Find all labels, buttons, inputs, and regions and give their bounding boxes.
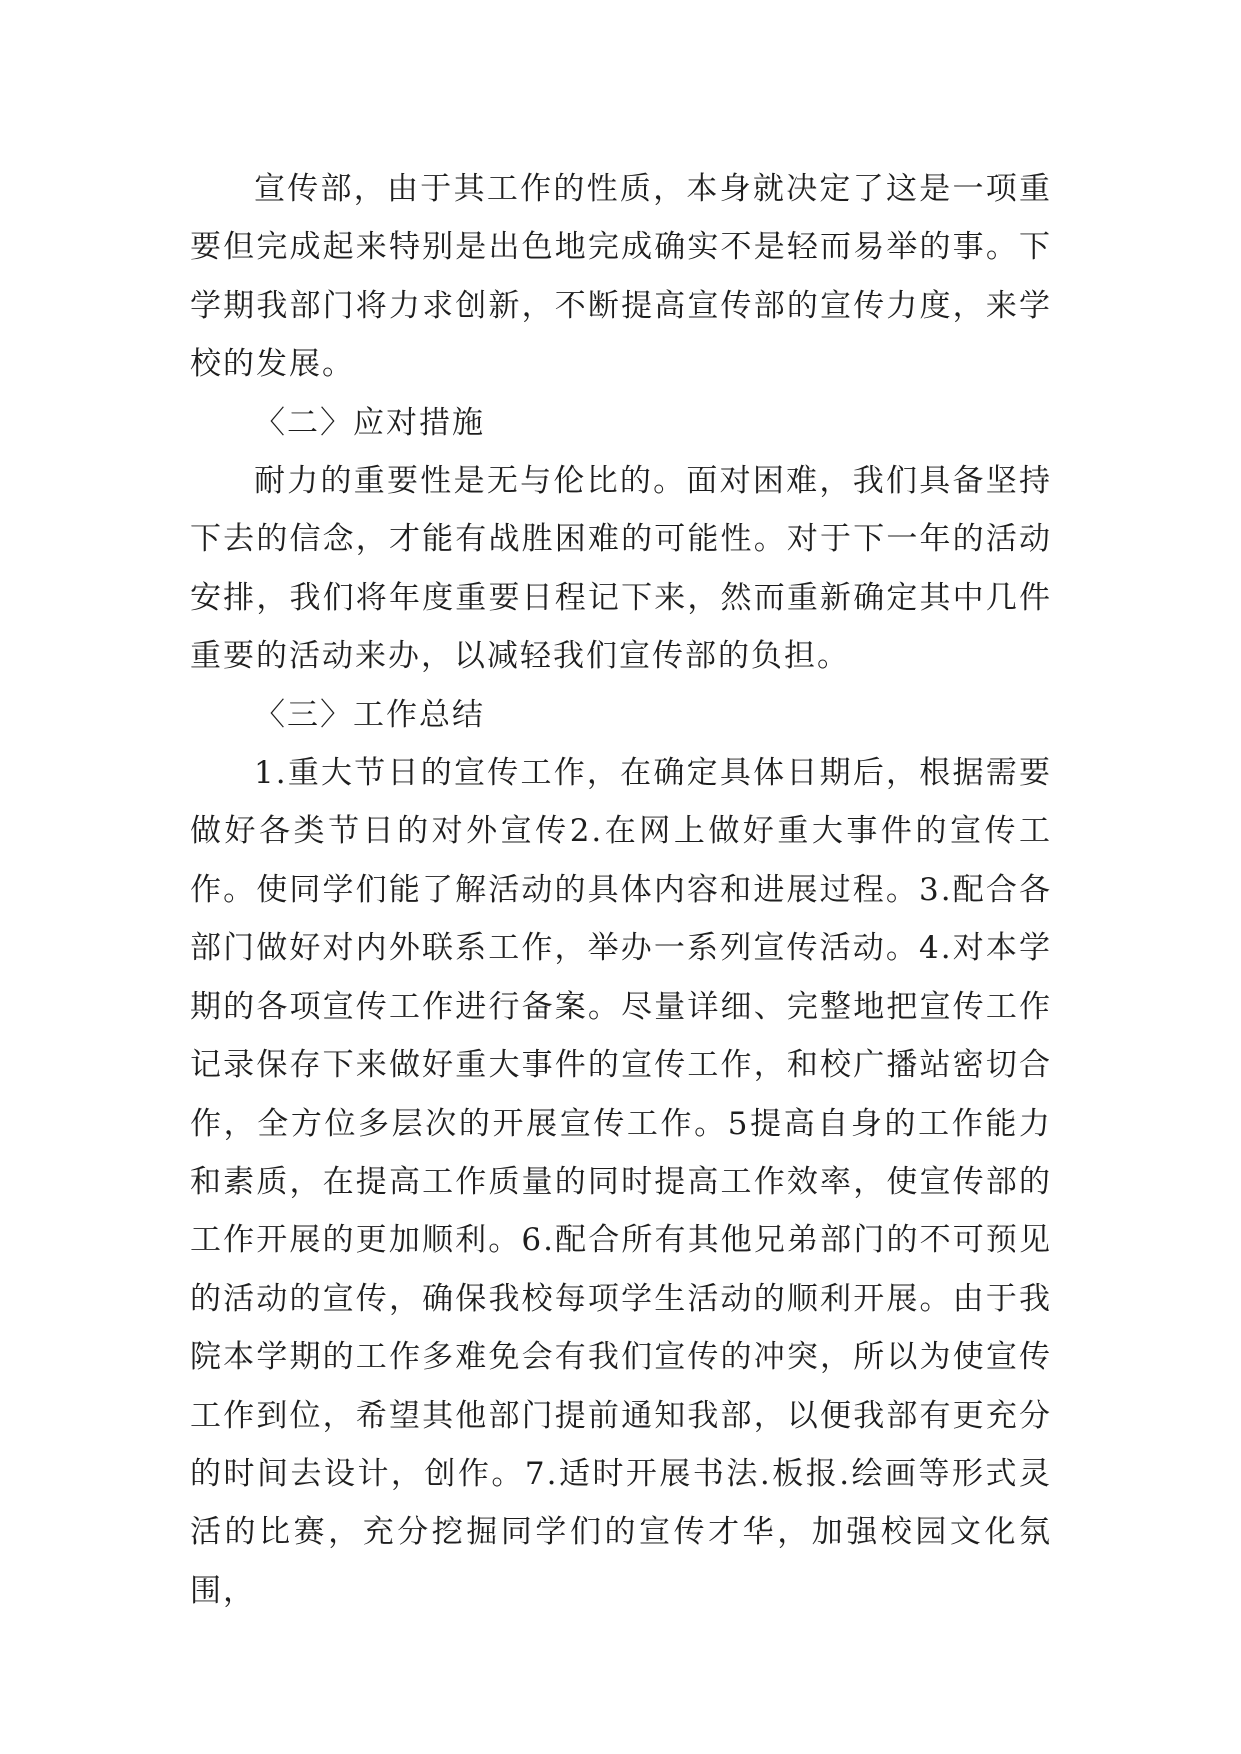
paragraph-intro: 宣传部，由于其工作的性质，本身就决定了这是一项重要但完成起来特别是出色地完成确实不是轻而易举的事。下学期我部门将力求创新，不断提高宣传部的宣传力度，来学校的发展。 — [190, 171, 1052, 383]
section-heading-measures: 〈二〉应对措施 — [254, 404, 485, 441]
section-heading-summary: 〈三〉工作总结 — [254, 696, 485, 733]
paragraph-measures: 耐力的重要性是无与伦比的。面对困难，我们具备坚持下去的信念，才能有战胜困难的可能性。对于下一年的活动安排，我们将年度重要日程记下来，然而重新确定其中几件重要的活动来办，以减轻我们宣传部的负担。 — [190, 463, 1052, 675]
paragraph-summary: 1.重大节日的宣传工作，在确定具体日期后，根据需要做好各类节日的对外宣传2.在网上做好重大事件的宣传工作。使同学们能了解活动的具体内容和进展过程。3.配合各部门做好对内外联系工作，举办一系列宣传活动。4.对本学期的各项宣传工作进行备案。尽量详细、完整地把宣传工作记录保存下来做好重大事件的宣传工作，和校广播站密切合作，全方位多层次的开展宣传工作。5提高自身的工作能力和素质，在提高工作质量的同时提高工作效率，使宣传部的工作开展的更加顺利。6.配合所有其他兄弟部门的不可预见的活动的宣传，确保我校每项学生活动的顺利开展。由于我院本学期的工作多难免会有我们宣传的冲突，所以为使宣传工作到位，希望其他部门提前通知我部，以便我部有更充分的时间去设计，创作。7.适时开展书法.板报.绘画等形式灵活的比赛，充分挖掘同学们的宣传才华，加强校园文化氛围， — [190, 755, 1052, 1609]
document-body — [190, 160, 1052, 1620]
